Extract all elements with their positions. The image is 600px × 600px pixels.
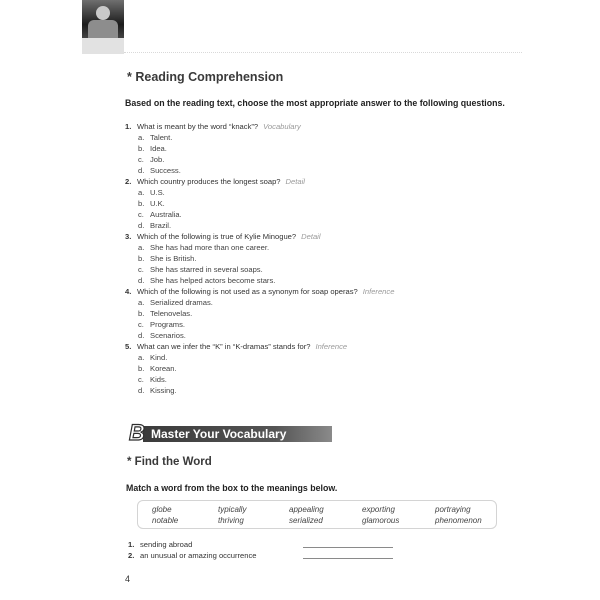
- reading-comprehension-title: * Reading Comprehension: [127, 70, 284, 84]
- word-box-word: globe: [152, 505, 172, 514]
- word-box-word: typically: [218, 505, 247, 514]
- section-b-banner: [129, 420, 332, 445]
- question-tag: Inference: [362, 287, 395, 296]
- question-number: 2.: [125, 177, 132, 186]
- answer-option: b. Idea.: [138, 144, 167, 153]
- question-number: 5.: [125, 342, 132, 351]
- question-number: 3.: [125, 232, 132, 241]
- question-text: What is meant by the word “knack”?: [137, 122, 259, 131]
- question-text: Which of the following is true of Kylie Minogue?: [137, 232, 297, 241]
- reading-instruction: Based on the reading text, choose the most appropriate answer to the following questions.: [125, 98, 505, 108]
- word-box: [137, 500, 497, 529]
- match-item: 1. sending abroad: [128, 539, 408, 550]
- answer-option: d. Scenarios.: [138, 331, 186, 340]
- answer-option: d. She has helped actors become stars.: [138, 276, 276, 285]
- answer-option: b. Telenovelas.: [138, 309, 193, 318]
- word-box-word: notable: [152, 516, 179, 525]
- word-box-word: portraying: [435, 505, 471, 514]
- word-box-word: phenomenon: [435, 516, 482, 525]
- page-number: 4: [125, 574, 131, 584]
- match-list: [128, 539, 408, 561]
- answer-option: b. U.K.: [138, 199, 165, 208]
- answer-option: c. She has starred in several soaps.: [138, 265, 263, 274]
- answer-option: d. Brazil.: [138, 221, 172, 230]
- header-photo: [82, 0, 124, 54]
- question-tag: Detail: [301, 232, 321, 241]
- question-text: Which of the following is not used as a synonym for soap operas?: [137, 287, 358, 296]
- answer-option: c. Programs.: [138, 320, 186, 329]
- answer-option: a. Kind.: [138, 353, 168, 362]
- question-text: Which country produces the longest soap?: [137, 177, 281, 186]
- word-box-word: glamorous: [362, 516, 400, 525]
- question-text: What can we infer the “K” in “K-dramas” stands for?: [137, 342, 311, 351]
- question-1: [125, 121, 515, 176]
- answer-option: c. Australia.: [138, 210, 182, 219]
- word-box-word: serialized: [289, 516, 323, 525]
- vocab-instruction: Match a word from the box to the meanings below.: [126, 483, 338, 493]
- section-b-title: Master Your Vocabulary: [143, 426, 332, 442]
- answer-option: c. Kids.: [138, 375, 167, 384]
- find-the-word-title: * Find the Word: [127, 456, 212, 468]
- word-box-word: thriving: [218, 516, 244, 525]
- answer-option: a. Serialized dramas.: [138, 298, 213, 307]
- answer-option: a. U.S.: [138, 188, 165, 197]
- question-number: 4.: [125, 287, 132, 296]
- answer-option: b. She is British.: [138, 254, 197, 263]
- section-b-letter: B: [129, 420, 145, 445]
- match-item-text: an unusual or amazing occurrence: [140, 551, 257, 560]
- question-2: [125, 176, 515, 231]
- question-3: [125, 231, 515, 286]
- question-tag: Detail: [285, 177, 305, 186]
- question-tag: Inference: [315, 342, 348, 351]
- answer-option: c. Job.: [138, 155, 165, 164]
- question-5: [125, 341, 515, 396]
- match-item: 2. an unusual or amazing occurrence: [128, 550, 408, 561]
- answer-option: d. Success.: [138, 166, 181, 175]
- question-list: [125, 121, 515, 396]
- answer-blank[interactable]: [303, 547, 393, 548]
- answer-option: a. She has had more than one career.: [138, 243, 270, 252]
- question-tag: Vocabulary: [263, 122, 301, 131]
- question-number: 1.: [125, 122, 132, 131]
- answer-option: a. Talent.: [138, 133, 173, 142]
- answer-option: b. Korean.: [138, 364, 177, 373]
- question-4: [125, 286, 515, 341]
- header-rule: [124, 52, 522, 53]
- answer-option: d. Kissing.: [138, 386, 177, 395]
- word-box-word: appealing: [289, 505, 324, 514]
- match-item-text: sending abroad: [140, 540, 193, 549]
- answer-blank[interactable]: [303, 558, 393, 559]
- word-box-word: exporting: [362, 505, 395, 514]
